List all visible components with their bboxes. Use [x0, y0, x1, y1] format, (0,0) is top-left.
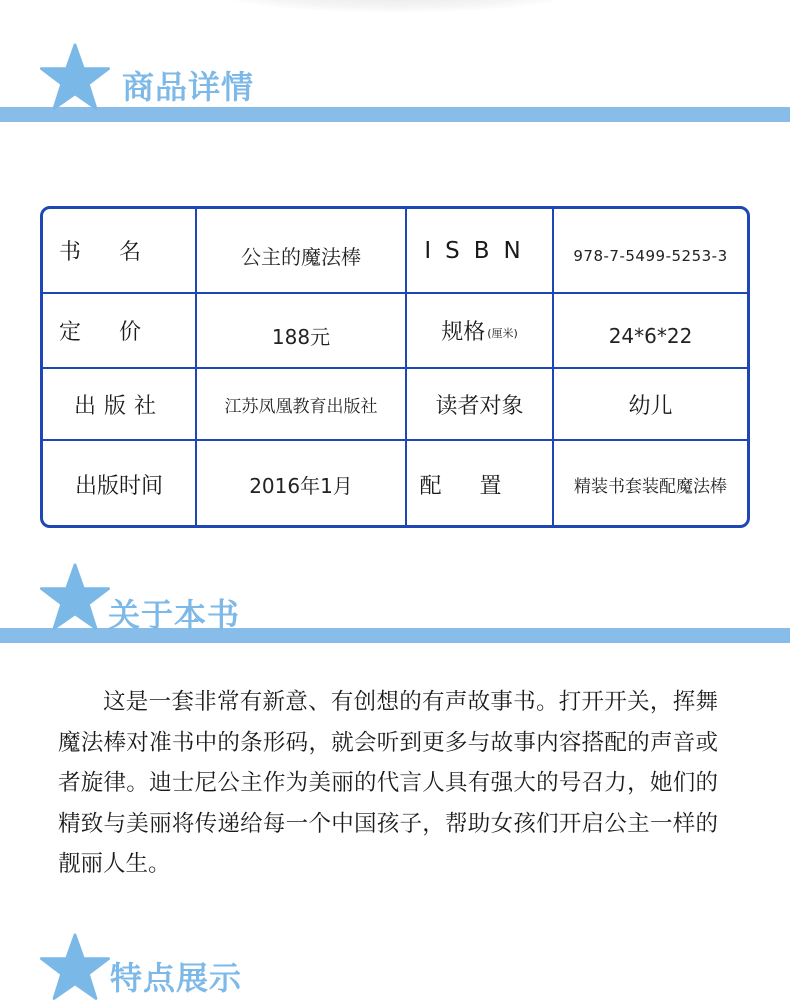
- value-price: 188元: [196, 293, 406, 368]
- table-row: [43, 368, 747, 440]
- section-title: 商品详情: [122, 68, 255, 106]
- value-publish-date: 2016年1月: [196, 440, 406, 528]
- label-audience: 读者对象: [406, 368, 553, 440]
- section-title: 关于本书: [108, 596, 241, 634]
- table-row: [43, 209, 747, 293]
- top-shadow-decoration: [215, 0, 575, 12]
- product-info-table: [40, 206, 750, 528]
- star-icon: [40, 43, 110, 111]
- label-price: 定价: [43, 293, 196, 368]
- label-publisher: 出版社: [43, 368, 196, 440]
- label-title: 书名: [43, 209, 196, 293]
- label-size: [406, 293, 553, 368]
- about-paragraph: 这是一套非常有新意、有创想的有声故事书。打开开关，挥舞魔法棒对准书中的条形码，就会听到更多与故事内容搭配的声音或者旋律。迪士尼公主作为美丽的代言人具有强大的号召力，她们的精致与美丽将传递给每一个中国孩子，帮助女孩们开启公主一样的靓丽人生。: [58, 689, 718, 877]
- value-title: 公主的魔法棒: [196, 209, 406, 293]
- label-config: 配置: [406, 440, 553, 528]
- table-row: [43, 440, 747, 528]
- value-size: 24*6*22: [553, 293, 747, 368]
- label-publish-date: 出版时间: [43, 440, 196, 528]
- value-audience: 幼儿: [553, 368, 747, 440]
- value-publisher: 江苏凤凰教育出版社: [196, 368, 406, 440]
- star-icon: [40, 933, 110, 1001]
- table-row: [43, 293, 747, 368]
- label-size-text: 规格: [441, 320, 486, 345]
- value-isbn: 978-7-5499-5253-3: [553, 209, 747, 293]
- value-config: 精装书套装配魔法棒: [553, 440, 747, 528]
- section-bar: [0, 107, 790, 122]
- label-size-unit: (厘米): [487, 327, 518, 340]
- section-title: 特点展示: [110, 959, 243, 997]
- label-isbn: ISBN: [406, 209, 553, 293]
- star-icon: [40, 563, 110, 631]
